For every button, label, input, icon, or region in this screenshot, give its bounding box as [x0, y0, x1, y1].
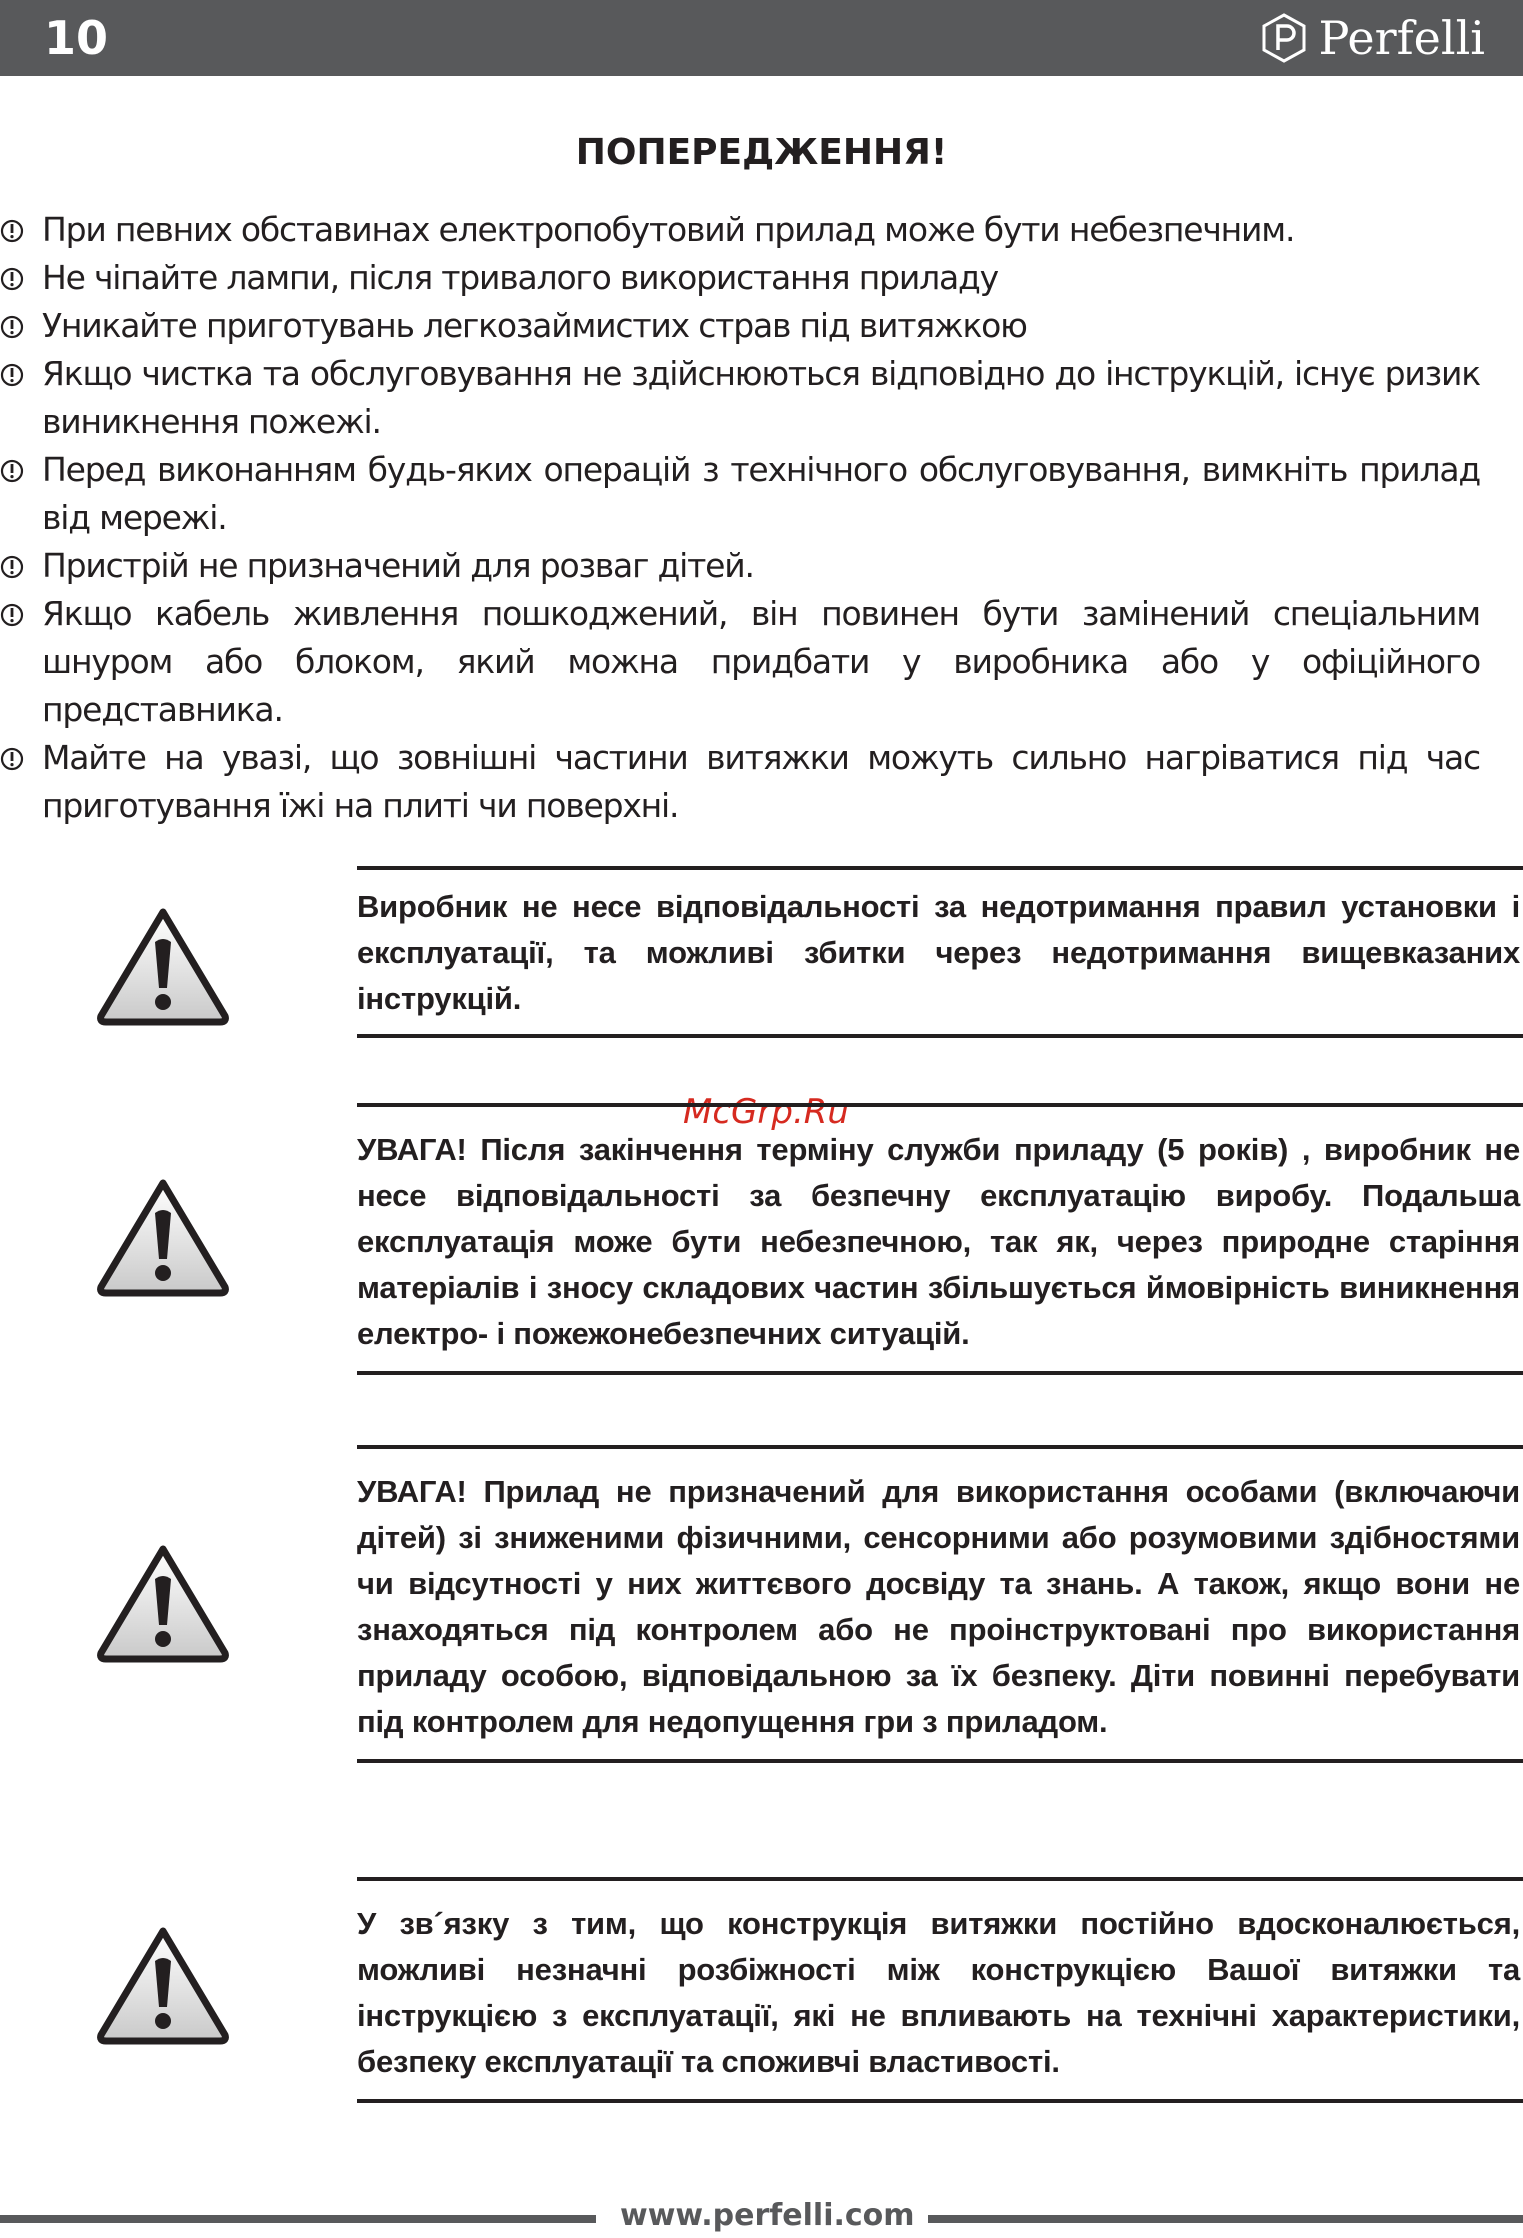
warning-item: Якщо чистка та обслуговування не здійснюються відповідно до інструкцій, існує ризик виникнення пожежі. — [0, 350, 1480, 446]
page-footer — [0, 2196, 1523, 2236]
warning-triangle-icon — [94, 904, 232, 1028]
warning-item: Уникайте приготувань легкозаймистих страв під витяжкою — [0, 302, 1480, 350]
notice-text: У зв´язку з тим, що конструкція витяжки постійно вдосконалюється, можливі незначні розбіжності між конструкцією Вашої витяжки та інструкцією з експлуатації, які не впливають на технічні характеристики, безпеку експлуатації та споживчі властивості. — [357, 1906, 1520, 2079]
page-title: ПОПЕРЕДЖЕННЯ! — [575, 132, 948, 173]
exclamation-circle-icon — [0, 459, 24, 483]
warning-item: Перед виконанням будь-яких операцій з технічного обслуговування, вимкніть прилад від мережі. — [0, 446, 1480, 542]
warning-item: При певних обставинах електропобутовий прилад може бути небезпечним. — [0, 206, 1480, 254]
exclamation-circle-icon — [0, 603, 24, 627]
footer-rule-left — [0, 2215, 596, 2223]
footer-url[interactable]: www.perfelli.com — [620, 2198, 915, 2233]
exclamation-circle-icon — [0, 363, 24, 387]
exclamation-circle-icon — [0, 555, 24, 579]
page-number: 10 — [44, 11, 109, 65]
notice-text: УВАГА! Після закінчення терміну служби приладу (5 років) , виробник не несе відповідальності за безпечну експлуатацію виробу. Подальша експлуатація може бути небезпечною, так як, через природне старіння матеріалів і зносу складових частин збільшується ймовірність виникнення електро- і пожежонебезпечних ситуацій. — [357, 1132, 1520, 1351]
watermark: McGrp.Ru — [683, 1092, 849, 1132]
warning-item: Майте на увазі, що зовнішні частини витяжки можуть сильно нагріватися під час приготування їжі на плиті чи поверхні. — [0, 734, 1480, 830]
warning-item: Пристрій не призначений для розваг дітей. — [0, 542, 1480, 590]
exclamation-circle-icon — [0, 267, 24, 291]
warning-item: Не чіпайте лампи, після тривалого використання приладу — [0, 254, 1480, 302]
notice-box — [357, 1445, 1523, 1763]
warning-triangle-icon — [94, 1175, 232, 1299]
notice-text: Виробник не несе відповідальності за недотримання правил установки і експлуатації, та можливі збитки через недотримання вищевказаних інструкцій. — [357, 889, 1520, 1016]
warning-item: Якщо кабель живлення пошкоджений, він повинен бути замінений спеціальним шнуром або блоком, який можна придбати у виробника або у офіційного представника. — [0, 590, 1480, 734]
exclamation-circle-icon — [0, 747, 24, 771]
warning-triangle-icon — [94, 1541, 232, 1665]
page-header — [0, 0, 1523, 76]
footer-rule-right — [928, 2215, 1523, 2223]
brand — [1261, 10, 1485, 66]
exclamation-circle-icon — [0, 219, 24, 243]
brand-name: Perfelli — [1318, 11, 1485, 65]
perfelli-p-logo-icon — [1261, 13, 1307, 63]
warning-list — [0, 206, 1523, 830]
notice-box — [357, 866, 1523, 1038]
exclamation-circle-icon — [0, 315, 24, 339]
notice-box — [357, 1877, 1523, 2103]
warning-triangle-icon — [94, 1923, 232, 2047]
notice-box — [357, 1103, 1523, 1375]
notice-text: УВАГА! Прилад не призначений для використання особами (включаючи дітей) зі зниженими фізичними, сенсорними або розумовими здібностями чи відсутності у них життєвого досвіду та знань. А також, якщо вони не знаходяться під контролем або не проінструктовані про використання приладу особою, відповідальною за їх безпеку. Діти повинні перебувати під контролем для недопущення гри з приладом. — [357, 1474, 1520, 1739]
